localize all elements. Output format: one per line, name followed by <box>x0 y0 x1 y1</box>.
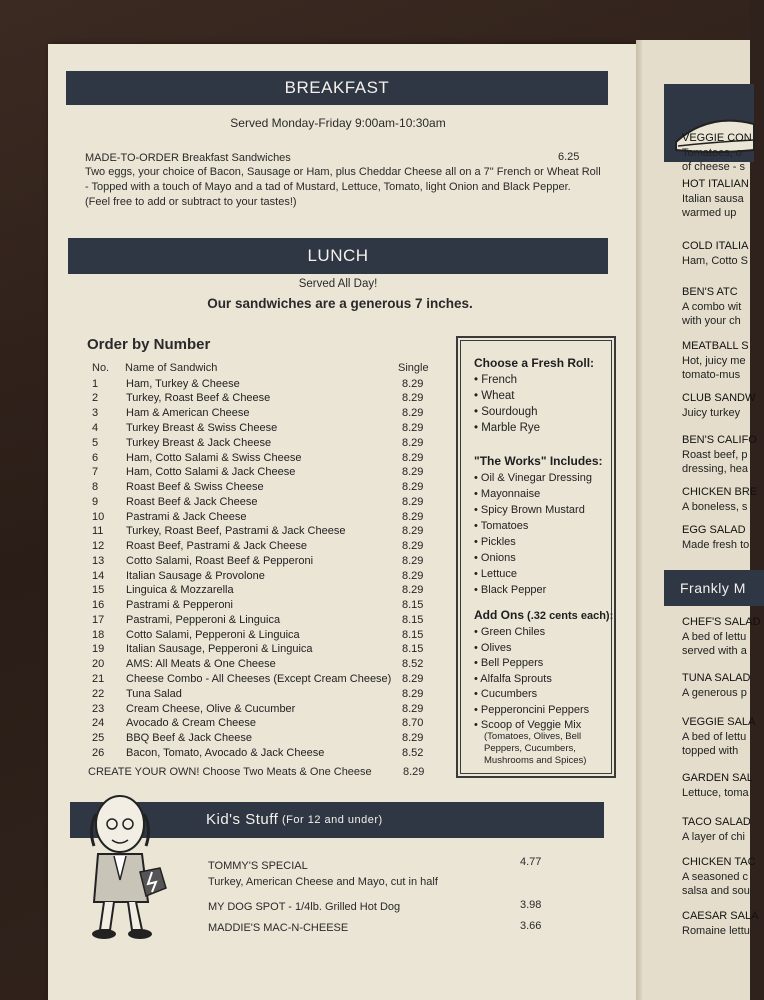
sandwich-price: 8.29 <box>402 452 424 464</box>
sandwich-row <box>92 452 432 467</box>
sandwich-number: 13 <box>92 555 105 567</box>
sandwich-number: 5 <box>92 437 99 449</box>
sandwich-number: 21 <box>92 673 105 685</box>
right-item-name: VEGGIE CON <box>682 132 752 144</box>
sandwich-number: 26 <box>92 747 105 759</box>
sandwich-price: 8.15 <box>402 629 424 641</box>
sandwich-name: Pastrami & Jack Cheese <box>126 511 247 523</box>
right-item-name: BEN'S CALIFO <box>682 434 757 446</box>
breakfast-header <box>66 71 608 105</box>
sandwich-name: Italian Sausage, Pepperoni & Linguica <box>126 643 313 655</box>
sandwich-name: Roast Beef & Jack Cheese <box>126 496 258 508</box>
right-item-name: EGG SALAD <box>682 524 746 536</box>
right-item-desc: Hot, juicy me <box>682 355 746 367</box>
works-item: • Pickles <box>474 536 516 548</box>
sandwich-price: 8.15 <box>402 599 424 611</box>
sandwich-number: 15 <box>92 584 105 596</box>
sandwich-number: 4 <box>92 422 99 434</box>
right-salad-desc: salsa and sou <box>682 885 750 897</box>
sandwich-name: Ham, Cotto Salami & Jack Cheese <box>126 466 296 478</box>
sandwich-name: AMS: All Meats & One Cheese <box>126 658 276 670</box>
right-item-desc: Ham, Cotto S <box>682 255 749 267</box>
sandwich-price: 8.29 <box>402 422 424 434</box>
addon-item: • Olives <box>474 641 512 654</box>
lunch-title: LUNCH <box>307 246 369 265</box>
sandwich-row <box>92 555 432 570</box>
sandwich-number: 9 <box>92 496 99 508</box>
col-header-name: Name of Sandwich <box>125 362 218 374</box>
sandwich-name: Avocado & Cream Cheese <box>126 717 257 729</box>
kids-item-desc: Turkey, American Cheese and Mayo, cut in half <box>208 876 438 888</box>
works-heading: "The Works" Includes: <box>474 454 603 468</box>
kids-item-name: MY DOG SPOT - 1/4lb. Grilled Hot Dog <box>208 901 401 913</box>
right-salad-name: CHICKEN TAC <box>682 856 756 868</box>
sandwich-price: 8.29 <box>402 688 424 700</box>
roll-option: • Marble Rye <box>474 422 541 434</box>
kids-item-price: 4.77 <box>520 856 542 868</box>
right-item-desc: Italian sausa <box>682 193 744 205</box>
addon-item: • Cucumbers <box>474 688 538 700</box>
sandwich-number: 1 <box>92 378 99 390</box>
right-salad-desc: A bed of lettu <box>682 631 747 643</box>
sandwich-row <box>92 422 432 437</box>
sandwich-price: 8.15 <box>402 643 424 655</box>
sandwich-number: 6 <box>92 452 99 464</box>
right-item-name: CHICKEN BRE <box>682 486 758 498</box>
sandwich-name: Turkey, Roast Beef & Cheese <box>126 392 271 404</box>
sandwich-name: Cream Cheese, Olive & Cucumber <box>126 703 296 715</box>
kids-item-price: 3.98 <box>520 899 542 911</box>
kids-subtitle: (For 12 and under) <box>282 814 383 826</box>
sandwich-number: 8 <box>92 481 99 493</box>
sandwich-price: 8.29 <box>402 525 424 537</box>
sandwich-number: 25 <box>92 732 105 744</box>
right-salad-desc: Lettuce, toma <box>682 787 749 799</box>
works-item: • Lettuce <box>474 568 517 580</box>
sandwich-number: 23 <box>92 703 105 715</box>
right-item-name: MEATBALL S <box>682 340 749 352</box>
breakfast-desc-2: - Topped with a touch of Mayo and a tad of Mustard, Lettuce, Tomato, light Onion and Black Pepper. <box>85 181 571 193</box>
sandwich-row <box>92 629 432 644</box>
sandwich-row <box>92 437 432 452</box>
sandwich-row <box>92 378 432 393</box>
right-item-desc: warmed up <box>682 207 737 219</box>
sandwich-number: 2 <box>92 392 99 404</box>
sandwich-name: Cotto Salami, Pepperoni & Linguica <box>126 629 300 641</box>
addons-note: (.32 cents each): <box>524 610 614 622</box>
right-item-name: CLUB SANDW <box>682 392 756 404</box>
right-salad-desc: Romaine lettu <box>682 925 750 937</box>
right-salad-desc: topped with <box>682 745 739 757</box>
addon-item: • Alfalfa Sprouts <box>474 672 552 685</box>
veggie-note: Mushrooms and Spices) <box>484 755 587 766</box>
sandwich-name: Cheese Combo - All Cheeses (Except Cream Cheese) <box>126 673 392 685</box>
sandwich-price: 8.29 <box>402 407 424 419</box>
right-salad-name: GARDEN SAL <box>682 772 753 784</box>
breakfast-served: Served Monday-Friday 9:00am-10:30am <box>230 116 446 130</box>
right-salad-desc: A bed of lettu <box>682 731 747 743</box>
sandwich-row <box>92 496 432 511</box>
right-salad-desc: served with a <box>682 645 747 657</box>
sandwich-name: Cotto Salami, Roast Beef & Pepperoni <box>126 555 314 567</box>
sandwich-row <box>92 466 432 481</box>
sandwich-name: Italian Sausage & Provolone <box>126 570 265 582</box>
order-heading: Order by Number <box>87 336 211 353</box>
sandwich-number: 16 <box>92 599 105 611</box>
right-item-name: BEN'S ATC <box>682 286 738 298</box>
right-item-desc: A boneless, s <box>682 501 748 513</box>
sandwich-name: Ham, Turkey & Cheese <box>126 378 240 390</box>
addon-item: • Green Chiles <box>474 626 546 638</box>
sandwich-name: Ham, Cotto Salami & Swiss Cheese <box>126 452 302 464</box>
frankly-title: Frankly M <box>680 580 746 596</box>
kids-item-name: TOMMY'S SPECIAL <box>208 860 308 872</box>
works-item: • Spicy Brown Mustard <box>474 504 585 516</box>
sandwich-number: 10 <box>92 511 105 523</box>
breakfast-item-price: 6.25 <box>558 151 580 163</box>
works-item: • Black Pepper <box>474 584 547 596</box>
sandwich-name: BBQ Beef & Jack Cheese <box>126 732 252 744</box>
sandwich-price: 8.29 <box>402 570 424 582</box>
right-item-name: HOT ITALIAN <box>682 178 749 190</box>
sandwich-number: 18 <box>92 629 105 641</box>
sandwich-name: Pastrami & Pepperoni <box>126 599 233 611</box>
roll-option: • French <box>474 374 518 386</box>
sandwich-price: 8.29 <box>402 511 424 523</box>
veggie-note: Peppers, Cucumbers, <box>484 743 576 754</box>
breakfast-desc-1: Two eggs, your choice of Bacon, Sausage or Ham, plus Cheddar Cheese all on a 7" French or Wheat Roll <box>85 166 601 178</box>
right-salad-desc: A layer of chi <box>682 831 745 843</box>
sandwich-price: 8.52 <box>402 658 424 670</box>
sandwich-row <box>92 570 432 585</box>
sandwich-number: 12 <box>92 540 105 552</box>
sandwich-price: 8.29 <box>402 378 424 390</box>
breakfast-item-name: MADE-TO-ORDER Breakfast Sandwiches <box>85 152 291 164</box>
sandwich-price: 8.29 <box>402 703 424 715</box>
sandwich-row <box>92 673 432 688</box>
sandwich-price: 8.29 <box>402 555 424 567</box>
right-salad-name: CHEF'S SALAD <box>682 616 761 628</box>
addon-item: • Bell Peppers <box>474 657 544 669</box>
right-item-desc: with your ch <box>682 315 741 327</box>
sandwich-name: Turkey Breast & Jack Cheese <box>126 437 272 449</box>
sandwich-number: 24 <box>92 717 105 729</box>
sandwich-name: Pastrami, Pepperoni & Linguica <box>126 614 281 626</box>
addons-heading <box>474 608 613 622</box>
addon-item: • Pepperoncini Peppers <box>474 703 590 716</box>
right-item-desc: Made fresh to <box>682 539 750 551</box>
options-box <box>456 336 616 778</box>
lunch-tagline: Our sandwiches are a generous 7 inches. <box>207 296 473 311</box>
sandwich-row <box>92 540 432 555</box>
sandwich-number: 20 <box>92 658 105 670</box>
sandwich-row <box>92 747 432 762</box>
frankly-header <box>664 570 764 606</box>
sandwich-number: 3 <box>92 407 99 419</box>
lunch-served: Served All Day! <box>298 278 378 290</box>
sandwich-price: 8.15 <box>402 614 424 626</box>
sandwich-row <box>92 511 432 526</box>
sandwich-name: Roast Beef & Swiss Cheese <box>126 481 264 493</box>
works-item: • Oil & Vinegar Dressing <box>474 472 592 484</box>
right-item-name: COLD ITALIA <box>682 240 749 252</box>
sandwich-number: 19 <box>92 643 105 655</box>
right-item-desc: Tomatoes, o <box>682 147 742 159</box>
sandwich-number: 22 <box>92 688 105 700</box>
sandwich-price: 8.29 <box>402 584 424 596</box>
right-item-desc: dressing, hea <box>682 463 749 475</box>
right-item-desc: of cheese - s <box>682 161 745 173</box>
lunch-header <box>68 238 608 274</box>
col-header-single: Single <box>398 362 429 374</box>
works-item: • Tomatoes <box>474 520 529 532</box>
sandwich-price: 8.29 <box>402 673 424 685</box>
right-item-desc: Juicy turkey <box>682 407 741 419</box>
sandwich-name: Bacon, Tomato, Avocado & Jack Cheese <box>126 747 325 759</box>
right-item-desc: Roast beef, p <box>682 449 748 461</box>
sandwich-price: 8.29 <box>402 392 424 404</box>
sandwich-name: Roast Beef, Pastrami & Jack Cheese <box>126 540 307 552</box>
sandwich-name: Ham & American Cheese <box>126 407 250 419</box>
sandwich-row <box>92 614 432 629</box>
right-item-desc: A combo wit <box>682 301 742 313</box>
sandwich-name: Turkey Breast & Swiss Cheese <box>126 422 278 434</box>
addon-item: • Scoop of Veggie Mix <box>474 719 582 731</box>
sandwich-row <box>92 643 432 658</box>
sandwich-row <box>92 717 432 732</box>
sandwich-row <box>92 658 432 673</box>
right-salad-desc: A seasoned c <box>682 871 749 883</box>
sandwich-name: Tuna Salad <box>126 688 182 700</box>
right-salad-name: CAESAR SALA <box>682 910 759 922</box>
roll-option: • Sourdough <box>474 406 538 418</box>
right-item-desc: tomato-mus <box>682 369 741 381</box>
sandwich-row <box>92 392 432 407</box>
ben-franklin-mascot-icon <box>74 784 174 948</box>
roll-heading: Choose a Fresh Roll: <box>474 356 595 370</box>
right-salad-name: TUNA SALAD <box>682 672 751 684</box>
create-your-own-price: 8.29 <box>403 766 425 778</box>
sandwich-price: 8.29 <box>402 437 424 449</box>
sandwich-row <box>92 481 432 496</box>
sandwich-number: 17 <box>92 614 105 626</box>
kids-title: Kid's Stuff <box>206 811 279 828</box>
sandwich-number: 11 <box>92 525 104 537</box>
sandwich-row <box>92 703 432 718</box>
works-item: • Mayonnaise <box>474 488 541 500</box>
sandwich-row <box>92 407 432 422</box>
kids-item-name: MADDIE'S MAC-N-CHEESE <box>208 922 349 934</box>
sandwich-price: 8.29 <box>402 481 424 493</box>
sandwich-row <box>92 688 432 703</box>
sandwich-number: 14 <box>92 570 105 582</box>
works-item: • Onions <box>474 552 516 564</box>
right-salad-name: VEGGIE SALA <box>682 716 756 728</box>
sandwich-price: 8.29 <box>402 496 424 508</box>
sandwich-price: 8.29 <box>402 540 424 552</box>
sandwich-row <box>92 732 432 747</box>
roll-option: • Wheat <box>474 390 515 402</box>
sandwich-price: 8.29 <box>402 732 424 744</box>
kids-item-price: 3.66 <box>520 920 542 932</box>
sandwich-row <box>92 584 432 599</box>
right-salad-desc: A generous p <box>682 687 747 699</box>
sandwich-name: Linguica & Mozzarella <box>126 584 234 596</box>
col-header-no: No. <box>92 362 110 374</box>
menu-page-right <box>642 40 761 1000</box>
sandwich-price: 8.52 <box>402 747 424 759</box>
sandwich-name: Turkey, Roast Beef, Pastrami & Jack Cheese <box>126 525 346 537</box>
addons-title: Add Ons <box>474 608 524 622</box>
breakfast-title: BREAKFAST <box>284 78 390 97</box>
sandwich-row <box>92 525 432 540</box>
sandwich-number: 7 <box>92 466 99 478</box>
sandwich-price: 8.70 <box>402 717 424 729</box>
breakfast-desc-3: (Feel free to add or subtract to your tastes!) <box>85 196 297 208</box>
right-salad-name: TACO SALAD <box>682 816 751 828</box>
veggie-note: (Tomatoes, Olives, Bell <box>484 731 582 742</box>
create-your-own-label: CREATE YOUR OWN! Choose Two Meats & One Cheese <box>88 766 372 778</box>
sandwich-row <box>92 599 432 614</box>
sandwich-price: 8.29 <box>402 466 424 478</box>
